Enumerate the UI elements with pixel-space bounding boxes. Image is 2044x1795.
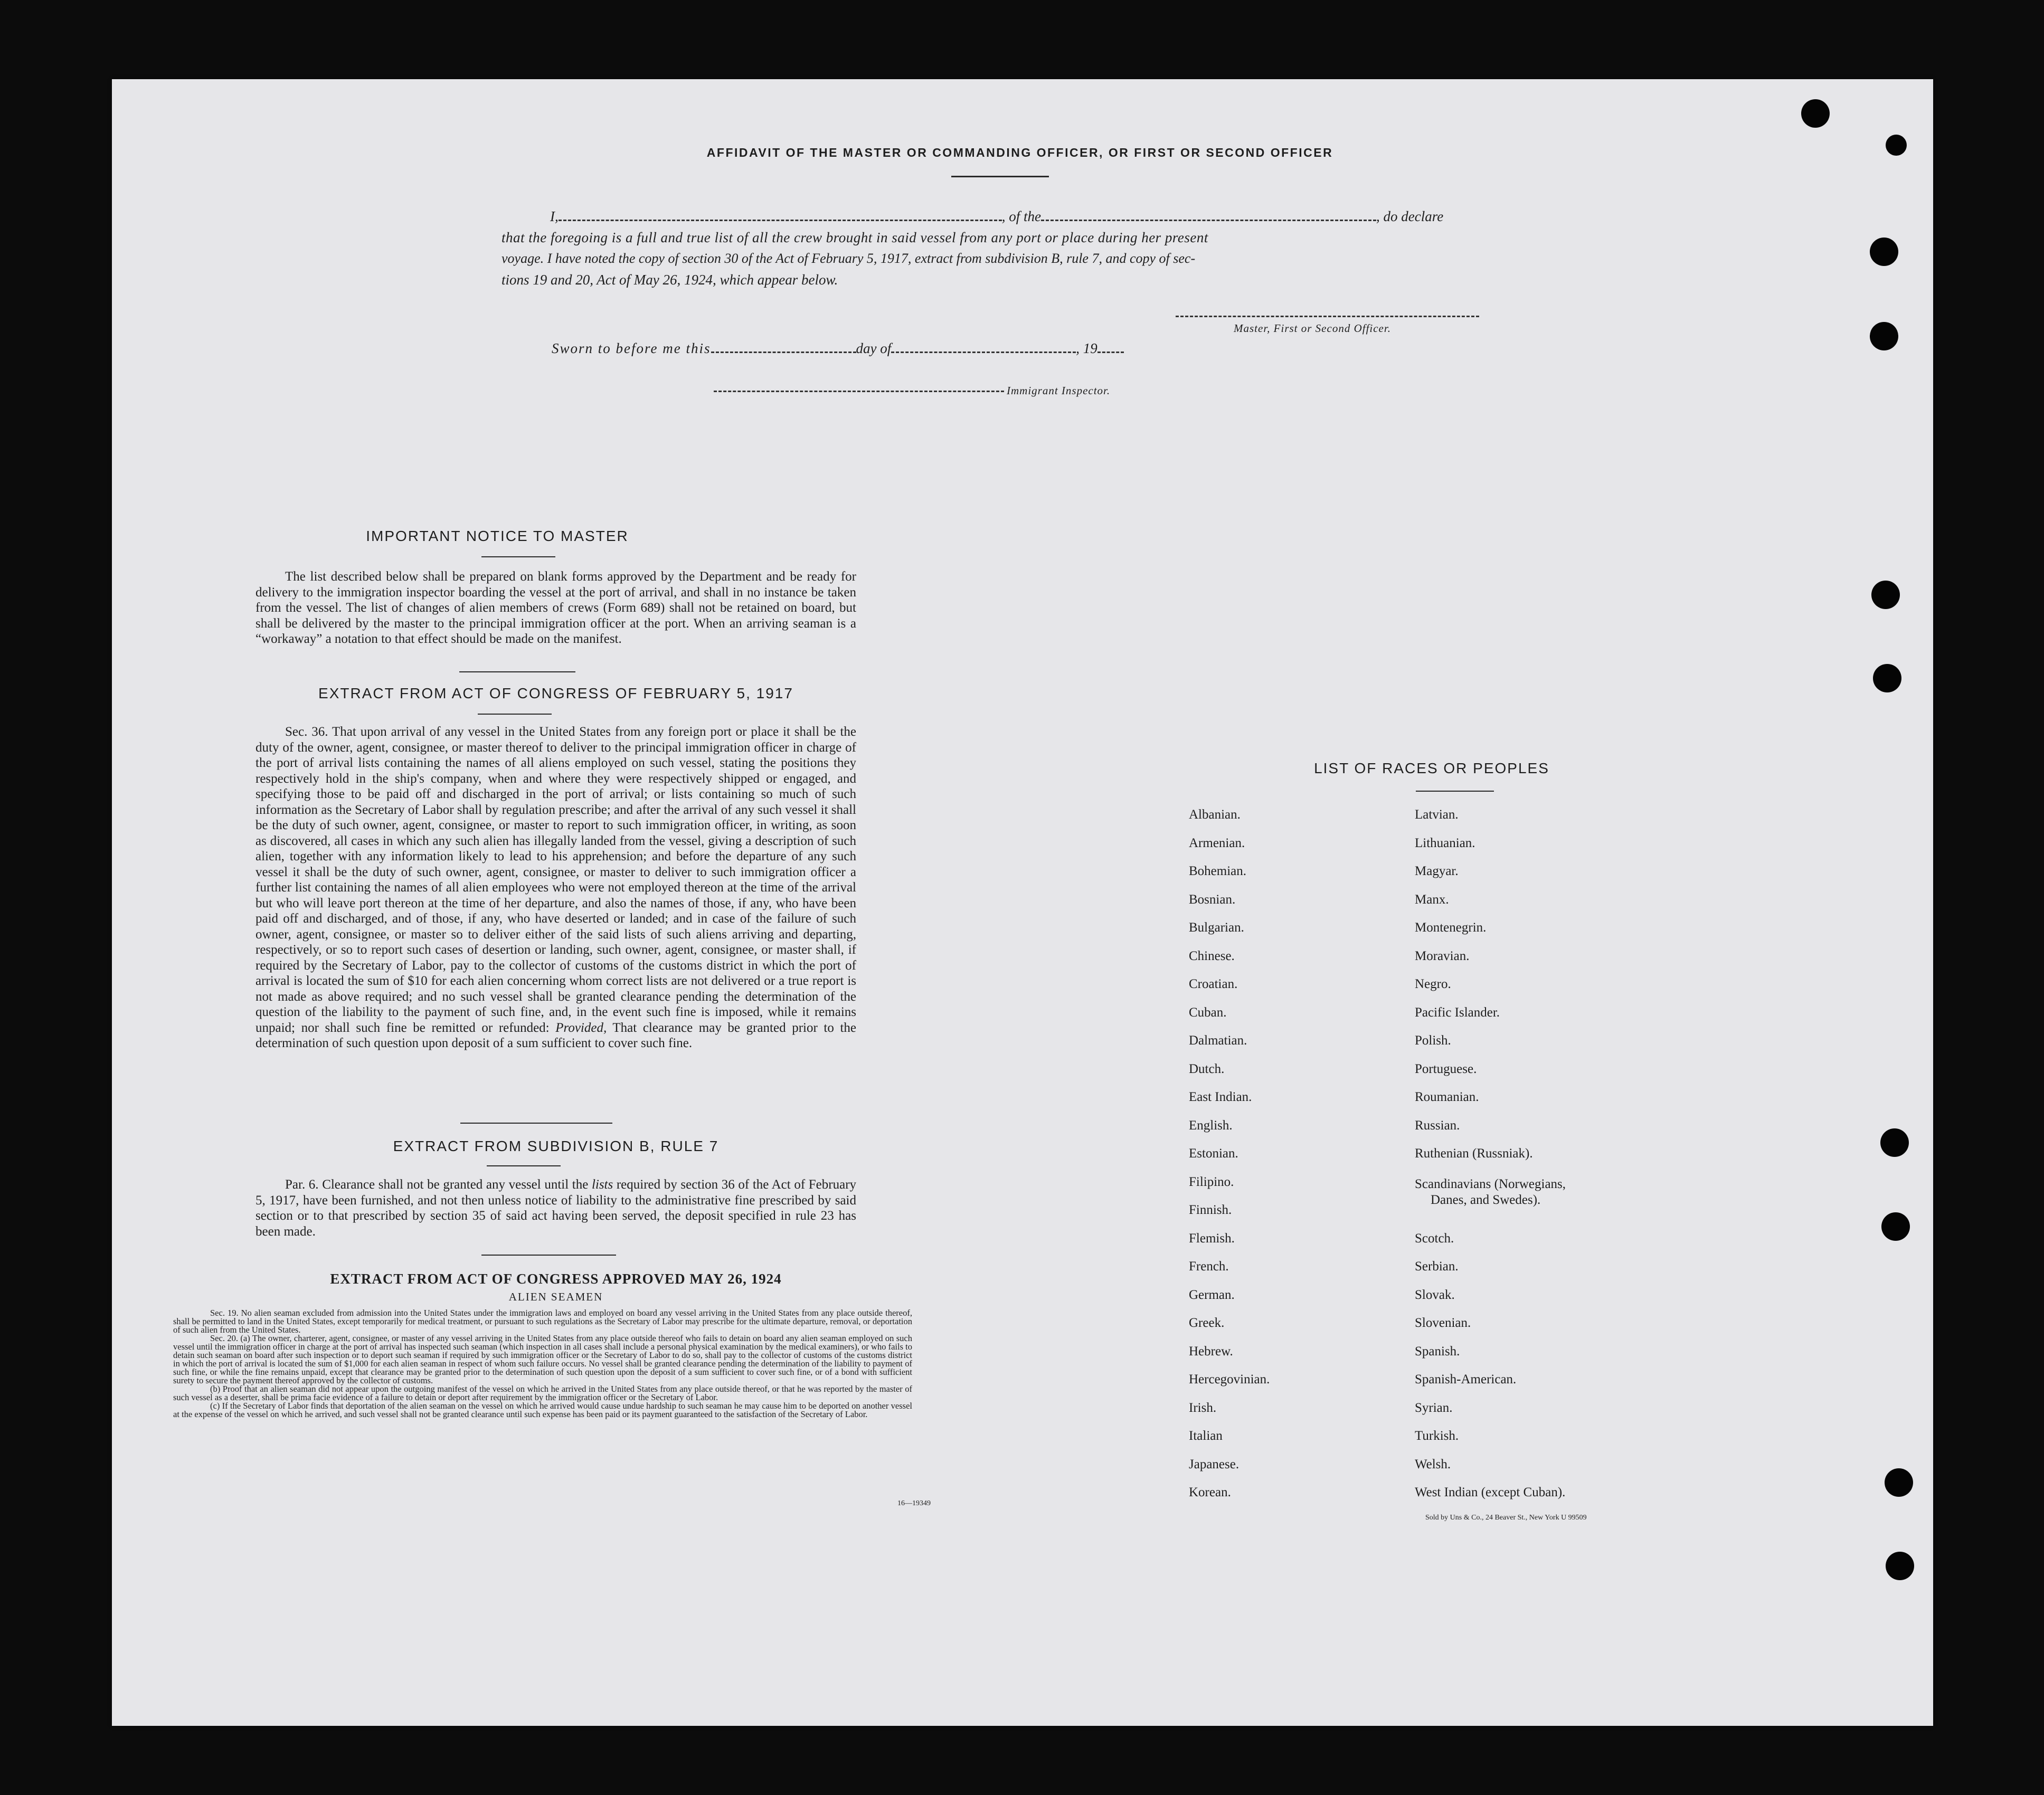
race-item: Serbian. [1415,1259,1459,1274]
act1924-title: EXTRACT FROM ACT OF CONGRESS APPROVED MAY 26, 1924 [330,1271,782,1287]
binder-hole [1886,1552,1914,1580]
binder-hole [1881,1212,1910,1241]
race-item: Hebrew. [1189,1344,1233,1359]
race-item: Danes, and Swedes). [1431,1193,1541,1207]
affidavit-title: AFFIDAVIT OF THE MASTER OR COMMANDING OFFICER, OR FIRST OR SECOND OFFICER [706,146,1333,159]
act1917-provided: Provided, [555,1020,607,1035]
signature-line [1176,316,1479,317]
act1924-sec20a: Sec. 20. (a) The owner, charterer, agent, consignee, or master of any vessel arriving in the United States from any place outside thereof who fails to detain on board any alien seaman employed on such vessel until the immigration officer in charge at the port of arrival has inspected such seaman (which inspection in all cases shall include a personal physical examination by the medical examiners), or who fails to detain such seaman on board after such inspection or to deport such seaman if required by such immigration officer or the Secretary of Labor to do so, shall pay to the collector of customs of the customs district in which the port of arrival is located the sum of $1,000 for each alien seaman in respect of whom such failure occurs. No vessel shall be granted clearance pending the determination of the liability to payment of such fine, or while the fine remains unpaid, except that clearance may be granted prior to the determination of such question upon the deposit of a sum sufficient to cover such fine, or of a bond with sufficient surety to secure the payment thereof approved by the collector of customs. [173,1333,912,1385]
signature-label: Master, First or Second Officer. [1234,322,1391,335]
notice-title: IMPORTANT NOTICE TO MASTER [366,528,629,544]
race-item: Scotch. [1415,1231,1454,1246]
race-item: Latvian. [1415,808,1459,822]
race-item: Bulgarian. [1189,920,1244,935]
inspector-line [714,391,1004,392]
binder-hole [1870,322,1898,350]
sworn-prefix: Sworn to before me this [552,340,711,356]
binder-hole [1801,99,1830,128]
race-item: English. [1189,1118,1233,1133]
act1917-tail: That clearance may be granted prior to the determination of such question upon deposit of a sum sufficient to cover such fine. [256,1020,857,1050]
race-item: Estonian. [1189,1146,1238,1161]
subdivb-divider [481,1255,616,1256]
race-item: Finnish. [1189,1203,1232,1217]
inspector-label: Immigrant Inspector. [1007,384,1111,397]
subdivb-lists: lists [591,1177,613,1192]
race-item: Hercegovinian. [1189,1372,1270,1386]
subdivb-lead: Par. 6. [285,1177,319,1192]
sworn-date-blank [711,340,856,353]
affidavit-body-line3: tions 19 and 20, Act of May 26, 1924, which appear below. [501,272,838,288]
printer-imprint: Sold by Uns & Co., 24 Beaver St., New York U 99509 [1425,1514,1587,1522]
binder-hole [1885,1468,1913,1497]
subdivb-body-a: Clearance shall not be granted any vessel until the [322,1177,589,1192]
race-item: Welsh. [1415,1457,1451,1471]
race-item: Greek. [1189,1316,1225,1330]
subdivb-text [256,1177,856,1239]
declare-end: , do declare [1376,208,1444,224]
race-item: Japanese. [1189,1457,1239,1471]
race-item: Scandinavians (Norwegians, [1415,1177,1566,1191]
subdivb-title: EXTRACT FROM SUBDIVISION B, RULE 7 [393,1138,719,1154]
sworn-line [552,340,1124,357]
race-item: Lithuanian. [1415,835,1475,850]
binder-hole [1870,238,1898,266]
notice-divider [459,671,575,672]
race-item: Spanish-American. [1415,1372,1517,1386]
affidavit-title-rule [951,176,1049,177]
declare-i: I, [550,208,559,224]
sworn-year: , 19 [1076,340,1097,356]
binder-hole [1886,135,1907,156]
race-item: Korean. [1189,1485,1231,1499]
binder-hole [1871,581,1900,609]
race-item: Spanish. [1415,1344,1460,1359]
race-item: Polish. [1415,1033,1451,1048]
act1917-title: EXTRACT FROM ACT OF CONGRESS OF FEBRUARY 5, 1917 [318,685,793,701]
race-item: Turkish. [1415,1429,1459,1443]
form-page [112,79,1933,1726]
race-item: Ruthenian (Russniak). [1415,1146,1533,1161]
act1924-sec19: Sec. 19. No alien seaman excluded from admission into the United States under the immigration laws and employed on board any vessel arriving in the United States from any place outside thereof, shall be permitted to land in the United States, except temporarily for medical treatment, or pursuant to such regulations as the Secretary of Labor may prescribe for the ultimate departure, removal, or deportation of such alien from the United States. [173,1308,912,1335]
sworn-day: day of [856,340,892,356]
race-item: Italian [1189,1429,1223,1443]
race-item: Manx. [1415,892,1449,907]
sworn-month-blank [891,340,1076,353]
race-item: German. [1189,1287,1235,1302]
subdivb-title-rule [487,1165,561,1166]
race-item: West Indian (except Cuban). [1415,1485,1566,1499]
races-title: LIST OF RACES OR PEOPLES [1314,760,1549,776]
race-item: Moravian. [1415,948,1470,963]
binder-hole [1880,1128,1909,1157]
act1917-divider [460,1123,612,1124]
sworn-year-blank [1097,340,1124,353]
race-item: Bosnian. [1189,892,1236,907]
act1924-sec20b: (b) Proof that an alien seaman did not appear upon the outgoing manifest of the vessel on which he arrived in the United States from any place outside thereof, or that he was reported by the master of such vessel as a deserter, shall be prima facie evidence of a failure to detain or deport after requirement by the immigration officer or the Secretary of Labor. [173,1384,912,1402]
act1917-body: That upon arrival of any vessel in the United States from any foreign port or place it shall be the duty of the owner, agent, consignee, or master thereof to deliver to the principal immigration officer in charge of the port of arrival lists containing the names of all aliens employed on such vessel, stating the positions they respectively hold in the ship's company, when and where they were respectively shipped or engaged, and specifying those to be paid off and discharged in the port of arrival; or lists containing so much of such information as the Secretary of Labor shall by regulation prescribe; and after the arrival of any such vessel it shall be the duty of such owner, agent, consignee, or master to report to such immigration officer, in writing, as soon as discovered, all cases in which any such alien has illegally landed from the vessel, giving a description of such alien, together with any information likely to lead to his apprehension; and before the departure of any such vessel it shall be the duty of such owner, agent, consignee, or master to deliver to such immigration officer a further list containing the names of all alien employees who were not employed thereon at the time of the arrival but who will leave port thereon at the time of her departure, and also the names of those, if any, who have been paid off and discharged, and of those, if any, who have deserted or landed; and in case of the failure of such owner, agent, consignee, or master so to deliver either of the said lists of such aliens arriving and departing, respectively, or so to report such cases of desertion or landing, such owner, agent, consignee, or master shall, if required by the Secretary of Labor, pay to the collector of customs of the customs district in which the port of arrival is located the sum of $10 for each alien concerning whom correct lists are not delivered or a true report is not made as above required; and no such vessel shall be granted clearance pending the determination of the question of the liability to the payment of such fine, and, in the event such fine is imposed, while it remains unpaid; nor shall such fine be remitted or refunded: [256,725,856,1035]
affidavit-declaration [501,206,1629,290]
form-number: 16—19349 [897,1499,931,1507]
race-item: Montenegrin. [1415,920,1487,935]
act1924-sec20c: (c) If the Secretary of Labor finds that deportation of the alien seaman on the vessel on which he arrived would cause undue hardship to such seaman he may cause him to be deported on another vessel at the expense of the vessel on which he arrived, and such vessel shall not be granted clearance until such expense has been paid or its payment guaranteed to the satisfaction of the Secretary of Labor. [173,1401,912,1419]
race-item: Dutch. [1189,1061,1225,1076]
race-item: Bohemian. [1189,864,1247,878]
act1924-subtitle: ALIEN SEAMEN [508,1290,603,1303]
act1917-text [256,724,856,1051]
race-item: Albanian. [1189,808,1241,822]
affidavit-body-line1: that the foregoing is a full and true list of all the crew brought in said vessel from any port or place during her present [501,230,1208,245]
affidavit-body-line2: voyage. I have noted the copy of section 30 of the Act of February 5, 1917, extract from subdivision B, rule 7, and copy of sec- [501,251,1196,266]
declaration-line [501,206,1629,227]
notice-text: The list described below shall be prepared on blank forms approved by the Department and be ready for delivery to the immigration inspector boarding the vessel at the port of arrival, and shall in no instance be taken from the vessel. The list of changes of alien members of crews (Form 689) shall not be retained on board, but shall be delivered by the master to the principal immigration officer at the port. When an arriving seaman is a “workaway” a notation to that effect should be made on the manifest. [256,569,856,646]
race-item: Negro. [1415,977,1451,991]
race-item: Cuban. [1189,1005,1227,1020]
binder-hole [1873,664,1901,692]
race-item: Filipino. [1189,1174,1234,1189]
race-item: Flemish. [1189,1231,1235,1246]
race-item: Armenian. [1189,835,1245,850]
name-blank [559,208,1002,221]
act1924-text [173,1309,912,1419]
race-item: Dalmatian. [1189,1033,1247,1048]
race-item: Portuguese. [1415,1061,1477,1076]
notice-title-rule [481,556,555,557]
race-item: Syrian. [1415,1400,1453,1415]
act1917-lead: Sec. 36. [285,725,328,739]
race-item: Pacific Islander. [1415,1005,1500,1020]
race-item: Irish. [1189,1400,1217,1415]
races-title-rule [1416,791,1494,792]
declare-of-the: , of the [1001,208,1041,224]
race-item: French. [1189,1259,1229,1274]
race-item: Croatian. [1189,977,1238,991]
race-item: Slovenian. [1415,1316,1471,1330]
vessel-blank [1041,208,1376,221]
race-item: Roumanian. [1415,1090,1479,1104]
race-item: Slovak. [1415,1287,1455,1302]
subdivb-body-b: required by section 36 of the Act of February 5, 1917, have been furnished, and not then unless notice of liability to the administrative fine prescribed by said section or to that prescribed by section 35 of said act having been served, the deposit specified in rule 23 has been made. [256,1177,857,1239]
race-item: East Indian. [1189,1090,1252,1104]
race-item: Magyar. [1415,864,1459,878]
race-item: Russian. [1415,1118,1460,1133]
race-item: Chinese. [1189,948,1235,963]
act1917-title-rule [478,714,552,715]
